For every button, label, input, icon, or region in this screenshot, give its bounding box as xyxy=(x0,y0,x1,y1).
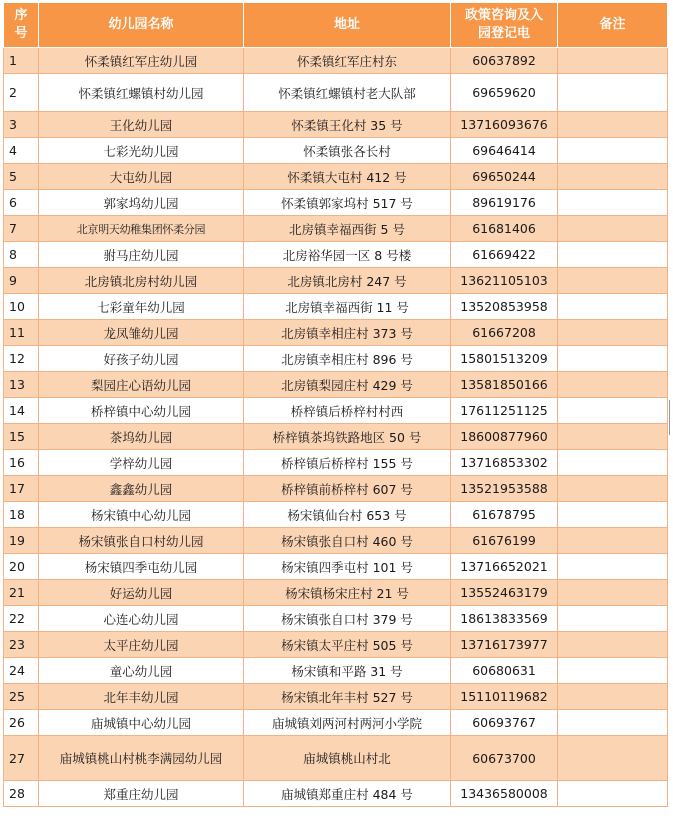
cell-no: 23 xyxy=(4,632,39,658)
table-row xyxy=(4,164,668,190)
cell-name: 郑重庄幼儿园 xyxy=(39,781,244,807)
cell-no: 21 xyxy=(4,580,39,606)
cell-name: 鑫鑫幼儿园 xyxy=(39,476,244,502)
table-row xyxy=(4,710,668,736)
cell-phone: 13581850166 xyxy=(451,372,558,398)
cell-note xyxy=(558,450,668,476)
cell-phone: 89619176 xyxy=(451,190,558,216)
cell-name: 心连心幼儿园 xyxy=(39,606,244,632)
cell-phone: 60680631 xyxy=(451,658,558,684)
cell-note xyxy=(558,554,668,580)
cell-address: 庙城镇桃山村北 xyxy=(244,736,451,781)
cell-name: 童心幼儿园 xyxy=(39,658,244,684)
cell-no: 19 xyxy=(4,528,39,554)
cell-phone: 69659620 xyxy=(451,74,558,112)
header-phone: 政策咨询及入园登记电 xyxy=(451,3,558,48)
cell-address: 北房镇幸相庄村 896 号 xyxy=(244,346,451,372)
cell-no: 2 xyxy=(4,74,39,112)
cell-name: 好运幼儿园 xyxy=(39,580,244,606)
cell-phone: 13520853958 xyxy=(451,294,558,320)
cell-name: 杨宋镇四季屯幼儿园 xyxy=(39,554,244,580)
header-note: 备注 xyxy=(558,3,668,48)
cell-note xyxy=(558,632,668,658)
table-row xyxy=(4,450,668,476)
cell-name: 庙城镇中心幼儿园 xyxy=(39,710,244,736)
cell-address: 北房镇北房村 247 号 xyxy=(244,268,451,294)
cell-address: 杨宋镇和平路 31 号 xyxy=(244,658,451,684)
cell-name: 学梓幼儿园 xyxy=(39,450,244,476)
cell-note xyxy=(558,112,668,138)
cell-phone: 13716173977 xyxy=(451,632,558,658)
cell-note xyxy=(558,320,668,346)
cell-no: 7 xyxy=(4,216,39,242)
cell-no: 6 xyxy=(4,190,39,216)
cell-note xyxy=(558,528,668,554)
cell-no: 27 xyxy=(4,736,39,781)
header-address: 地址 xyxy=(244,3,451,48)
cell-address: 杨宋镇张自口村 379 号 xyxy=(244,606,451,632)
cell-phone: 13521953588 xyxy=(451,476,558,502)
cell-address: 怀柔镇大屯村 412 号 xyxy=(244,164,451,190)
cell-no: 1 xyxy=(4,48,39,74)
cell-phone: 18613833569 xyxy=(451,606,558,632)
table-header-row xyxy=(4,3,668,48)
table-row xyxy=(4,528,668,554)
table-row xyxy=(4,580,668,606)
cell-no: 5 xyxy=(4,164,39,190)
kindergarten-table xyxy=(3,2,668,807)
cell-name: 桥梓镇中心幼儿园 xyxy=(39,398,244,424)
table-row xyxy=(4,781,668,807)
cell-note xyxy=(558,294,668,320)
cell-phone: 61669422 xyxy=(451,242,558,268)
cell-address: 怀柔镇王化村 35 号 xyxy=(244,112,451,138)
cell-name: 郭家坞幼儿园 xyxy=(39,190,244,216)
table-row xyxy=(4,398,668,424)
cell-no: 25 xyxy=(4,684,39,710)
table-row xyxy=(4,736,668,781)
cell-no: 11 xyxy=(4,320,39,346)
cell-address: 北房镇幸福西街 5 号 xyxy=(244,216,451,242)
cell-no: 4 xyxy=(4,138,39,164)
cell-address: 桥梓镇后桥梓村 155 号 xyxy=(244,450,451,476)
cell-address: 杨宋镇张自口村 460 号 xyxy=(244,528,451,554)
cell-name: 怀柔镇红螺镇村幼儿园 xyxy=(39,74,244,112)
table-row xyxy=(4,424,668,450)
cell-note xyxy=(558,216,668,242)
table-row xyxy=(4,48,668,74)
table-row xyxy=(4,502,668,528)
cell-address: 怀柔镇红军庄村东 xyxy=(244,48,451,74)
cell-no: 22 xyxy=(4,606,39,632)
cell-no: 14 xyxy=(4,398,39,424)
table-row xyxy=(4,554,668,580)
cell-name: 怀柔镇红军庄幼儿园 xyxy=(39,48,244,74)
cell-name: 驸马庄幼儿园 xyxy=(39,242,244,268)
cell-no: 16 xyxy=(4,450,39,476)
scroll-edge-marker xyxy=(669,400,670,435)
header-name: 幼儿园名称 xyxy=(39,3,244,48)
cell-name: 七彩光幼儿园 xyxy=(39,138,244,164)
cell-name: 梨园庄心语幼儿园 xyxy=(39,372,244,398)
cell-name: 龙凤雏幼儿园 xyxy=(39,320,244,346)
cell-address: 杨宋镇仙台村 653 号 xyxy=(244,502,451,528)
cell-note xyxy=(558,164,668,190)
cell-no: 20 xyxy=(4,554,39,580)
cell-name: 杨宋镇张自口村幼儿园 xyxy=(39,528,244,554)
cell-no: 28 xyxy=(4,781,39,807)
cell-no: 12 xyxy=(4,346,39,372)
cell-name: 七彩童年幼儿园 xyxy=(39,294,244,320)
cell-name: 大屯幼儿园 xyxy=(39,164,244,190)
cell-note xyxy=(558,268,668,294)
cell-no: 15 xyxy=(4,424,39,450)
table-row xyxy=(4,190,668,216)
cell-phone: 60693767 xyxy=(451,710,558,736)
cell-phone: 18600877960 xyxy=(451,424,558,450)
cell-address: 庙城镇刘两河村两河小学院 xyxy=(244,710,451,736)
cell-phone: 13716652021 xyxy=(451,554,558,580)
cell-phone: 13716093676 xyxy=(451,112,558,138)
cell-address: 杨宋镇北年丰村 527 号 xyxy=(244,684,451,710)
table-row xyxy=(4,74,668,112)
cell-name: 杨宋镇中心幼儿园 xyxy=(39,502,244,528)
cell-address: 北房镇幸福西街 11 号 xyxy=(244,294,451,320)
table-row xyxy=(4,476,668,502)
cell-name: 北房镇北房村幼儿园 xyxy=(39,268,244,294)
table-row xyxy=(4,372,668,398)
cell-note xyxy=(558,684,668,710)
cell-note xyxy=(558,424,668,450)
table-row xyxy=(4,632,668,658)
cell-phone: 61667208 xyxy=(451,320,558,346)
cell-address: 北房镇幸相庄村 373 号 xyxy=(244,320,451,346)
cell-address: 庙城镇郑重庄村 484 号 xyxy=(244,781,451,807)
cell-address: 桥梓镇后桥梓村村西 xyxy=(244,398,451,424)
cell-phone: 69650244 xyxy=(451,164,558,190)
cell-address: 桥梓镇前桥梓村 607 号 xyxy=(244,476,451,502)
cell-phone: 15801513209 xyxy=(451,346,558,372)
cell-address: 桥梓镇茶坞铁路地区 50 号 xyxy=(244,424,451,450)
table-row xyxy=(4,138,668,164)
cell-phone: 61681406 xyxy=(451,216,558,242)
cell-address: 怀柔镇郭家坞村 517 号 xyxy=(244,190,451,216)
cell-note xyxy=(558,74,668,112)
table-row xyxy=(4,216,668,242)
cell-note xyxy=(558,48,668,74)
cell-phone: 13552463179 xyxy=(451,580,558,606)
table-row xyxy=(4,268,668,294)
cell-note xyxy=(558,736,668,781)
cell-note xyxy=(558,398,668,424)
cell-address: 杨宋镇杨宋庄村 21 号 xyxy=(244,580,451,606)
table-row xyxy=(4,242,668,268)
cell-name: 北京明天幼稚集团怀柔分园 xyxy=(39,216,244,242)
cell-name: 太平庄幼儿园 xyxy=(39,632,244,658)
cell-note xyxy=(558,476,668,502)
cell-note xyxy=(558,710,668,736)
cell-no: 17 xyxy=(4,476,39,502)
table-row xyxy=(4,346,668,372)
cell-name: 茶坞幼儿园 xyxy=(39,424,244,450)
cell-address: 怀柔镇张各长村 xyxy=(244,138,451,164)
cell-address: 杨宋镇太平庄村 505 号 xyxy=(244,632,451,658)
cell-phone: 13436580008 xyxy=(451,781,558,807)
cell-no: 8 xyxy=(4,242,39,268)
table-row xyxy=(4,320,668,346)
cell-name: 王化幼儿园 xyxy=(39,112,244,138)
cell-note xyxy=(558,346,668,372)
cell-no: 9 xyxy=(4,268,39,294)
cell-no: 3 xyxy=(4,112,39,138)
cell-name: 好孩子幼儿园 xyxy=(39,346,244,372)
cell-address: 北房镇梨园庄村 429 号 xyxy=(244,372,451,398)
table-row xyxy=(4,658,668,684)
cell-note xyxy=(558,138,668,164)
header-no: 序号 xyxy=(4,3,39,48)
cell-phone: 60637892 xyxy=(451,48,558,74)
cell-name: 北年丰幼儿园 xyxy=(39,684,244,710)
cell-phone: 13621105103 xyxy=(451,268,558,294)
cell-no: 18 xyxy=(4,502,39,528)
table-row xyxy=(4,112,668,138)
table-row xyxy=(4,606,668,632)
cell-address: 杨宋镇四季屯村 101 号 xyxy=(244,554,451,580)
cell-address: 怀柔镇红螺镇村老大队部 xyxy=(244,74,451,112)
cell-no: 10 xyxy=(4,294,39,320)
cell-no: 26 xyxy=(4,710,39,736)
table-row xyxy=(4,294,668,320)
cell-phone: 15110119682 xyxy=(451,684,558,710)
cell-note xyxy=(558,190,668,216)
cell-note xyxy=(558,242,668,268)
cell-note xyxy=(558,781,668,807)
cell-phone: 61676199 xyxy=(451,528,558,554)
cell-note xyxy=(558,658,668,684)
cell-phone: 60673700 xyxy=(451,736,558,781)
cell-note xyxy=(558,372,668,398)
cell-note xyxy=(558,502,668,528)
cell-phone: 13716853302 xyxy=(451,450,558,476)
cell-phone: 17611251125 xyxy=(451,398,558,424)
cell-phone: 61678795 xyxy=(451,502,558,528)
cell-name: 庙城镇桃山村桃李满园幼儿园 xyxy=(39,736,244,781)
cell-note xyxy=(558,606,668,632)
cell-phone: 69646414 xyxy=(451,138,558,164)
cell-no: 24 xyxy=(4,658,39,684)
cell-note xyxy=(558,580,668,606)
cell-no: 13 xyxy=(4,372,39,398)
cell-address: 北房裕华园一区 8 号楼 xyxy=(244,242,451,268)
table-row xyxy=(4,684,668,710)
